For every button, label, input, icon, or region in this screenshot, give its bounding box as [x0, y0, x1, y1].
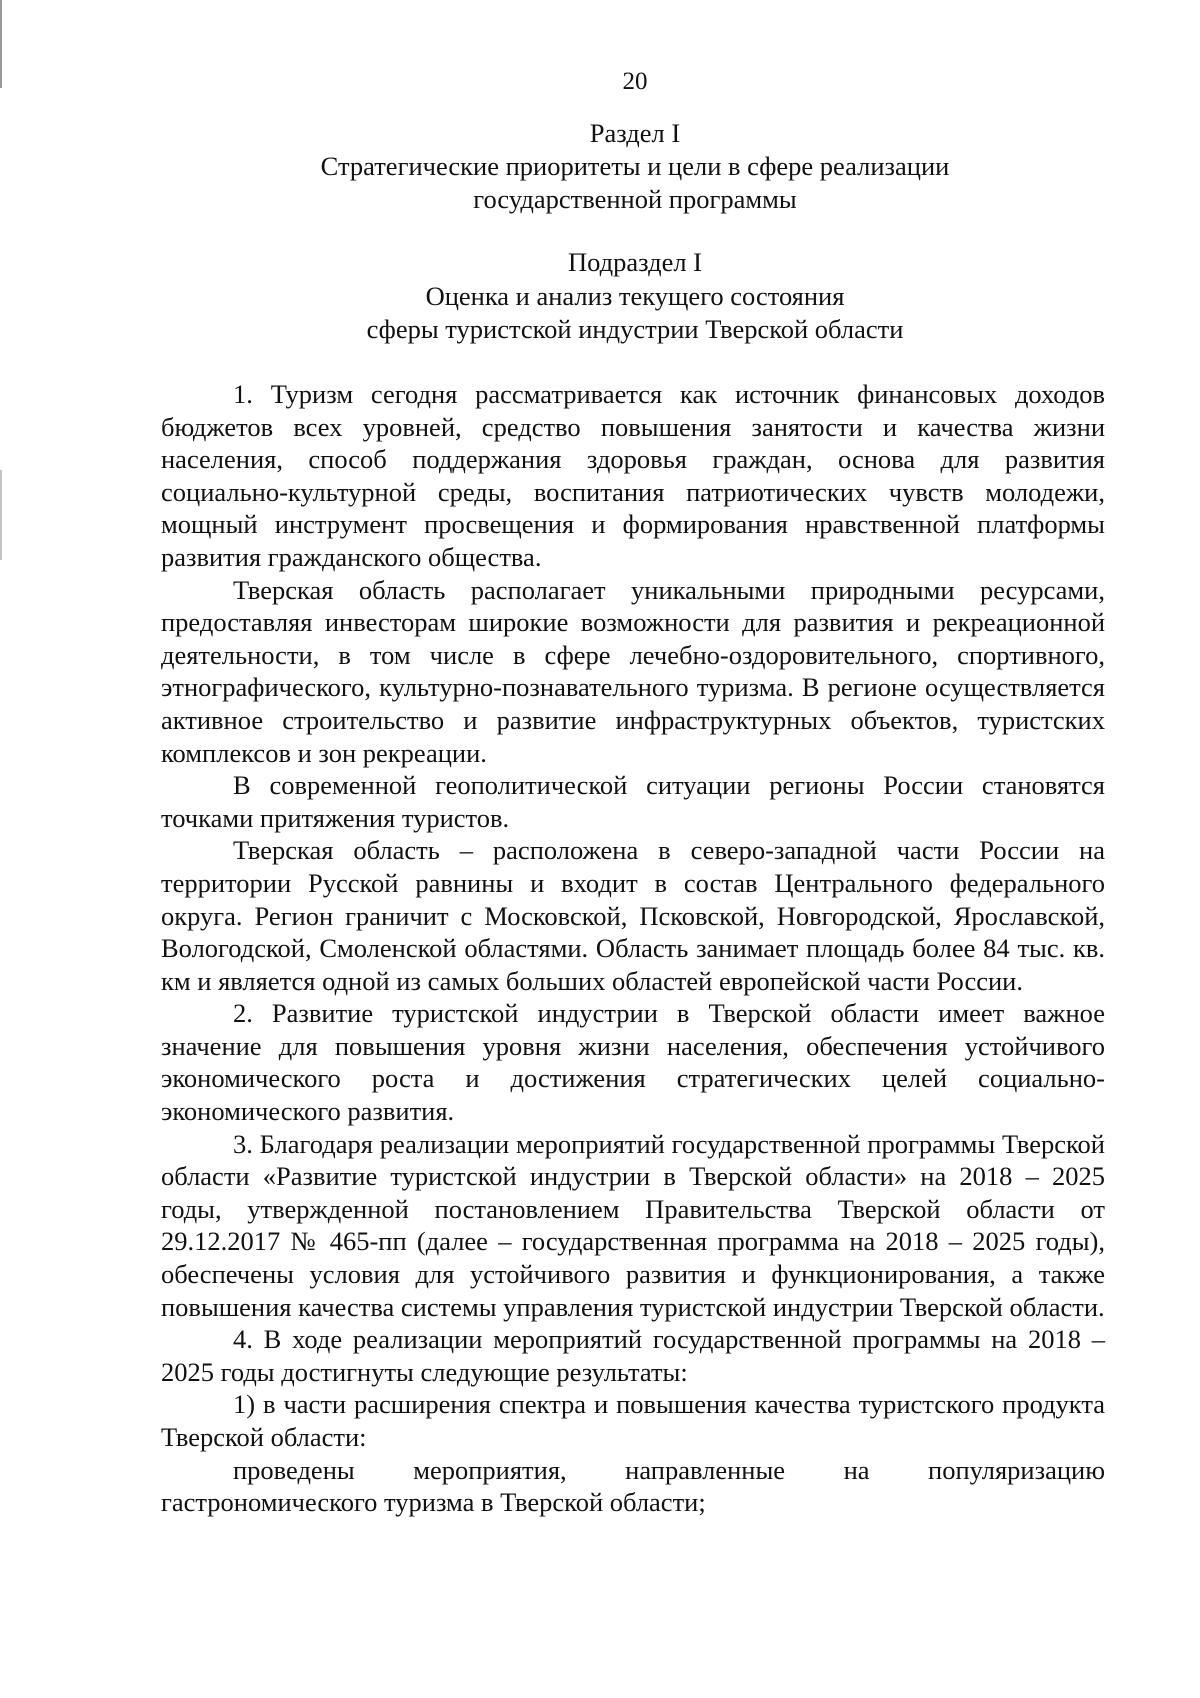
paragraph: 1) в части расширения спектра и повышения качества туристского продукта Тверской области: — [161, 1389, 1105, 1452]
page-number: 20 — [622, 68, 648, 95]
section-title-line: Стратегические приоритеты и цели в сфере реализации — [320, 151, 950, 181]
paragraph: Тверская область располагает уникальными природными ресурсами, предоставляя инвесторам широкие возможности для развития и рекреационной деятельности, в том числе в сфере лечебно-оздоровительного, спортивного, этнографического, культурно-познавательного туризма. В регионе осуществляется активное строительство и развитие инфраструктурных объектов, туристских комплексов и зон рекреации. — [161, 574, 1105, 768]
section-title — [0, 150, 1200, 216]
subsection-title-line: Оценка и анализ текущего состояния — [425, 281, 845, 311]
paragraph: проведены мероприятия, направленные на популяризацию гастрономического туризма в Тверской области; — [161, 1454, 1105, 1518]
subsection-title — [0, 280, 1200, 346]
section-title-line: государственной программы — [473, 184, 797, 214]
paragraph: 2. Развитие туристской индустрии в Тверской области имеет важное значение для повышения уровня жизни населения, обеспечения устойчивого экономического роста и достижения стратегических целей социально-экономического развития. — [161, 998, 1105, 1127]
paragraph: 3. Благодаря реализации мероприятий государственной программы Тверской области «Развитие туристской индустрии в Тверской области» на 2018 – 2025 годы, утвержденной постановлением Правительства Тверской области от 29.12.2017 № 465-пп (далее – государственная программа на 2018 – 2025 годы), обеспечены условия для устойчивого развития и функционирования, а также повышения качества системы управления туристской индустрии Тверской области. — [161, 1128, 1105, 1322]
paragraph: 1. Туризм сегодня рассматривается как источник финансовых доходов бюджетов всех уровней, средство повышения занятости и качества жизни населения, способ поддержания здоровья граждан, основа для развития социально-культурной среды, воспитания патриотических чувств молодежи, мощный инструмент просвещения и формирования нравственной платформы развития гражданского общества. — [161, 379, 1105, 572]
paragraph: В современной геополитической ситуации регионы России становятся точками притяжения туристов. — [161, 770, 1105, 833]
body-text — [161, 378, 1105, 1519]
paragraph: Тверская область – расположена в северо-западной части России на территории Русской равнины и входит в состав Центрального федерального округа. Регион граничит с Московской, Псковской, Новгородской, Ярославской, Вологодской, Смоленской областями. Область занимает площадь более 84 тыс. кв. км и является одной из самых больших областей европейской части России. — [161, 835, 1105, 996]
subsection-label: Подраздел I — [567, 247, 703, 277]
paragraph: 4. В ходе реализации мероприятий государственной программы на 2018 – 2025 годы достигнуты следующие результаты: — [161, 1324, 1105, 1387]
subsection-title-line: сферы туристской индустрии Тверской области — [366, 314, 904, 344]
section-label: Раздел I — [589, 118, 681, 148]
scan-edge-mark — [0, 470, 2, 560]
